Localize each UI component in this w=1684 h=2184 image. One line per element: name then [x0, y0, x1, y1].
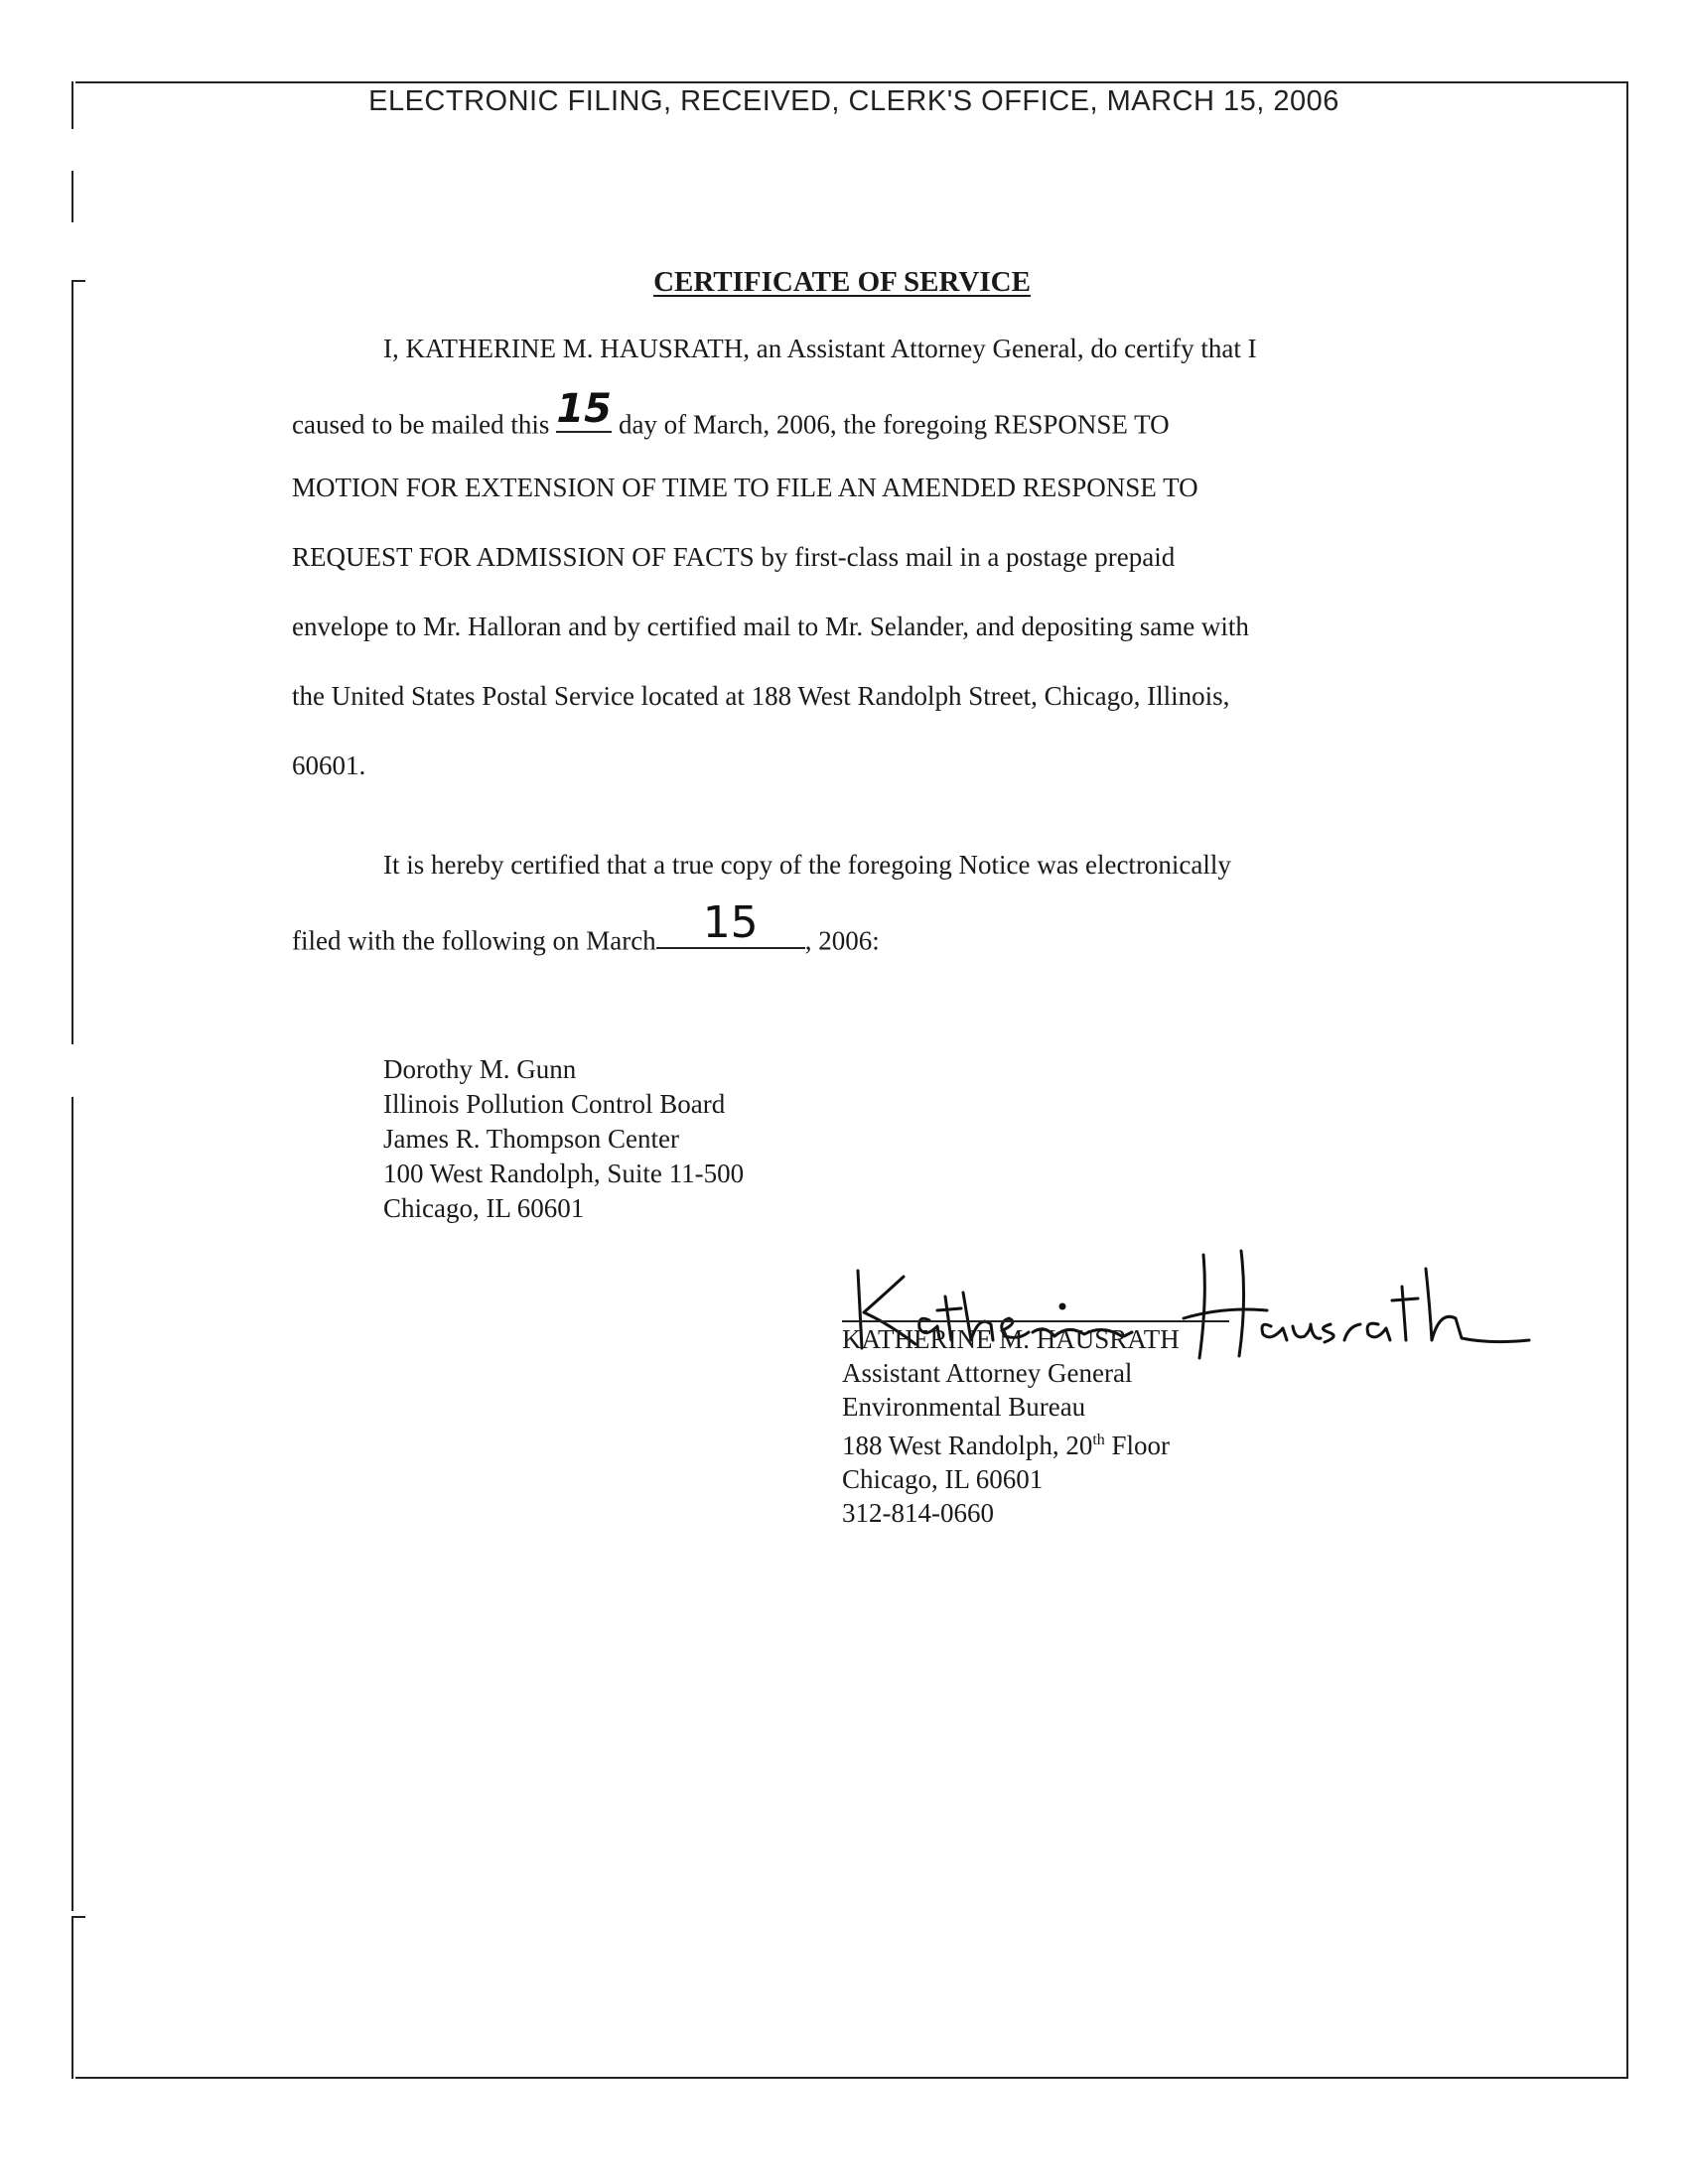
signer-block — [842, 1322, 1180, 1530]
recipient-org: Illinois Pollution Control Board — [383, 1089, 726, 1119]
paragraph1-line1: I, KATHERINE M. HAUSRATH, an Assistant Attorney General, do certify that I — [383, 334, 1257, 363]
left-edge-mark — [71, 171, 73, 222]
paragraph1-line7: 60601. — [292, 751, 366, 780]
paragraph2-line2 — [292, 897, 880, 956]
paragraph2-line1: It is hereby certified that a true copy of the foregoing Notice was electronically — [383, 850, 1231, 880]
filed-day-blank — [656, 897, 805, 949]
signer-name: KATHERINE M. HAUSRATH — [842, 1324, 1180, 1354]
recipient-address — [383, 1052, 744, 1226]
signer-street — [842, 1424, 1180, 1462]
document-title: CERTIFICATE OF SERVICE — [653, 266, 1031, 298]
recipient-street: 100 West Randolph, Suite 11-500 — [383, 1159, 745, 1188]
signer-street-floor: Floor — [1104, 1431, 1171, 1460]
paragraph2-line2-after: , 2006: — [804, 925, 880, 956]
left-edge-mark — [71, 280, 73, 1044]
left-edge-tick — [71, 1916, 85, 1918]
paragraph1-line2-after: day of March, 2006, the foregoing RESPONSE TO — [618, 409, 1170, 440]
left-edge-mark — [71, 1097, 73, 1911]
recipient-building: James R. Thompson Center — [383, 1124, 679, 1154]
handwritten-filed-day: 15 — [702, 897, 759, 949]
signer-phone: 312-814-0660 — [842, 1498, 994, 1528]
page-border — [75, 81, 1628, 2079]
recipient-city: Chicago, IL 60601 — [383, 1193, 585, 1223]
signer-street-text: 188 West Randolph, 20 — [842, 1431, 1093, 1460]
paragraph1-line5: envelope to Mr. Halloran and by certified mail to Mr. Selander, and depositing same with — [292, 612, 1249, 641]
signer-street-sup: th — [1092, 1432, 1105, 1448]
signer-title: Assistant Attorney General — [842, 1358, 1133, 1388]
paragraph2-line2-before: filed with the following on March — [292, 925, 656, 956]
handwritten-day: 15 — [556, 386, 613, 433]
paragraph1-line6: the United States Postal Service located at 188 West Randolph Street, Chicago, Illinois, — [292, 681, 1230, 711]
paragraph1-line4: REQUEST FOR ADMISSION OF FACTS by first-class mail in a postage prepaid — [292, 542, 1176, 572]
left-edge-mark — [71, 1916, 73, 2079]
paragraph1-line2-before: caused to be mailed this — [292, 409, 550, 440]
filing-stamp: ELECTRONIC FILING, RECEIVED, CLERK'S OFFICE, MARCH 15, 2006 — [368, 85, 1339, 117]
day-blank — [556, 386, 613, 433]
signer-bureau: Environmental Bureau — [842, 1392, 1086, 1422]
paragraph1-line3: MOTION FOR EXTENSION OF TIME TO FILE AN AMENDED RESPONSE TO — [292, 473, 1198, 502]
signer-city: Chicago, IL 60601 — [842, 1464, 1044, 1494]
recipient-name: Dorothy M. Gunn — [383, 1054, 577, 1084]
paragraph1-line2 — [292, 386, 1170, 440]
